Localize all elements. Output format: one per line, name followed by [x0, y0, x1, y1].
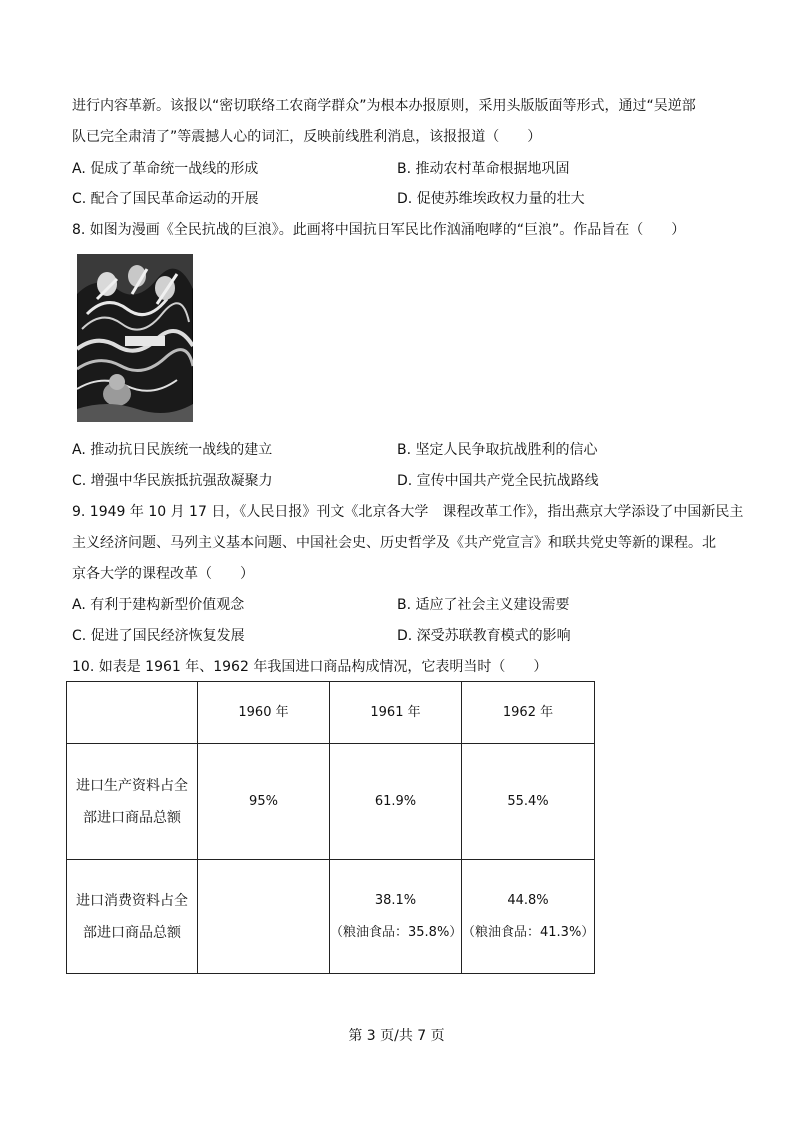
- q9-option-a: A. 有利于建构新型价值观念: [72, 597, 245, 613]
- q8-option-c: C. 增强中华民族抵抗强敌凝聚力: [72, 473, 273, 489]
- cell-value: 44.8%: [507, 892, 549, 908]
- import-composition-table: [66, 681, 595, 974]
- row-label-production: [67, 744, 198, 860]
- q7-option-c: C. 配合了国民革命运动的开展: [72, 191, 259, 207]
- label-line: 部进口商品总额: [83, 924, 181, 941]
- q7-option-d: D. 促使苏维埃政权力量的壮大: [397, 191, 585, 207]
- cell-production-1960: 95%: [198, 744, 330, 860]
- header-1961: 1961 年: [330, 682, 462, 744]
- q7-option-a: A. 促成了革命统一战线的形成: [72, 161, 259, 177]
- cell-production-1961: 61.9%: [330, 744, 462, 860]
- page-footer: 第 3 页/共 7 页: [348, 1028, 445, 1044]
- table-header-row: [67, 682, 595, 744]
- q9-stem-line1: 9. 1949 年 10 月 17 日，《人民日报》刊文《北京各大学 课程改革工作》，指出燕京大学添设了中国新民主: [72, 504, 744, 520]
- q10-stem: 10. 如表是 1961 年、1962 年我国进口商品构成情况，它表明当时（ ）: [72, 659, 548, 675]
- cell-production-1962: 55.4%: [462, 744, 595, 860]
- label-line: 进口生产资料占全: [76, 777, 188, 794]
- cell-subvalue: （粮油食品：41.3%）: [462, 924, 595, 940]
- q8-stem: 8. 如图为漫画《全民抗战的巨浪》。此画将中国抗日军民比作汹涌咆哮的“巨浪”。作品旨在（ ）: [72, 222, 686, 238]
- header-empty-cell: [67, 682, 198, 744]
- cartoon-illustration: [77, 254, 193, 422]
- q8-option-b: B. 坚定人民争取抗战胜利的信心: [397, 442, 598, 458]
- q7-option-b: B. 推动农村革命根据地巩固: [397, 161, 570, 177]
- cell-value: 38.1%: [374, 892, 417, 908]
- row-label-consumer: [67, 860, 198, 974]
- table-row: [67, 860, 595, 974]
- header-1962: 1962 年: [462, 682, 595, 744]
- q7-text-line2: 队已完全肃清了”等震撼人心的词汇，反映前线胜利消息，该报报道（ ）: [72, 129, 542, 145]
- table-row: [67, 744, 595, 860]
- q9-option-d: D. 深受苏联教育模式的影响: [397, 628, 571, 644]
- q9-option-b: B. 适应了社会主义建设需要: [397, 597, 570, 613]
- cell-consumer-1961: [330, 860, 462, 974]
- q8-option-d: D. 宣传中国共产党全民抗战路线: [397, 473, 599, 489]
- q9-stem-line3: 京各大学的课程改革（ ）: [72, 566, 254, 582]
- cell-consumer-1960: [198, 860, 330, 974]
- cell-consumer-1962: [462, 860, 595, 974]
- cartoon-image: [77, 254, 193, 422]
- q8-option-a: A. 推动抗日民族统一战线的建立: [72, 442, 273, 458]
- q9-option-c: C. 促进了国民经济恢复发展: [72, 628, 245, 644]
- cell-subvalue: （粮油食品：35.8%）: [330, 924, 463, 940]
- q7-text-line1: 进行内容革新。该报以“密切联络工农商学群众”为根本办报原则，采用头版版面等形式，通过“吴逆部: [72, 98, 696, 114]
- label-line: 进口消费资料占全: [76, 892, 188, 909]
- label-line: 部进口商品总额: [83, 809, 181, 826]
- q9-stem-line2: 主义经济问题、马列主义基本问题、中国社会史、历史哲学及《共产党宣言》和联共党史等新的课程。北: [72, 535, 716, 551]
- header-1960: 1960 年: [198, 682, 330, 744]
